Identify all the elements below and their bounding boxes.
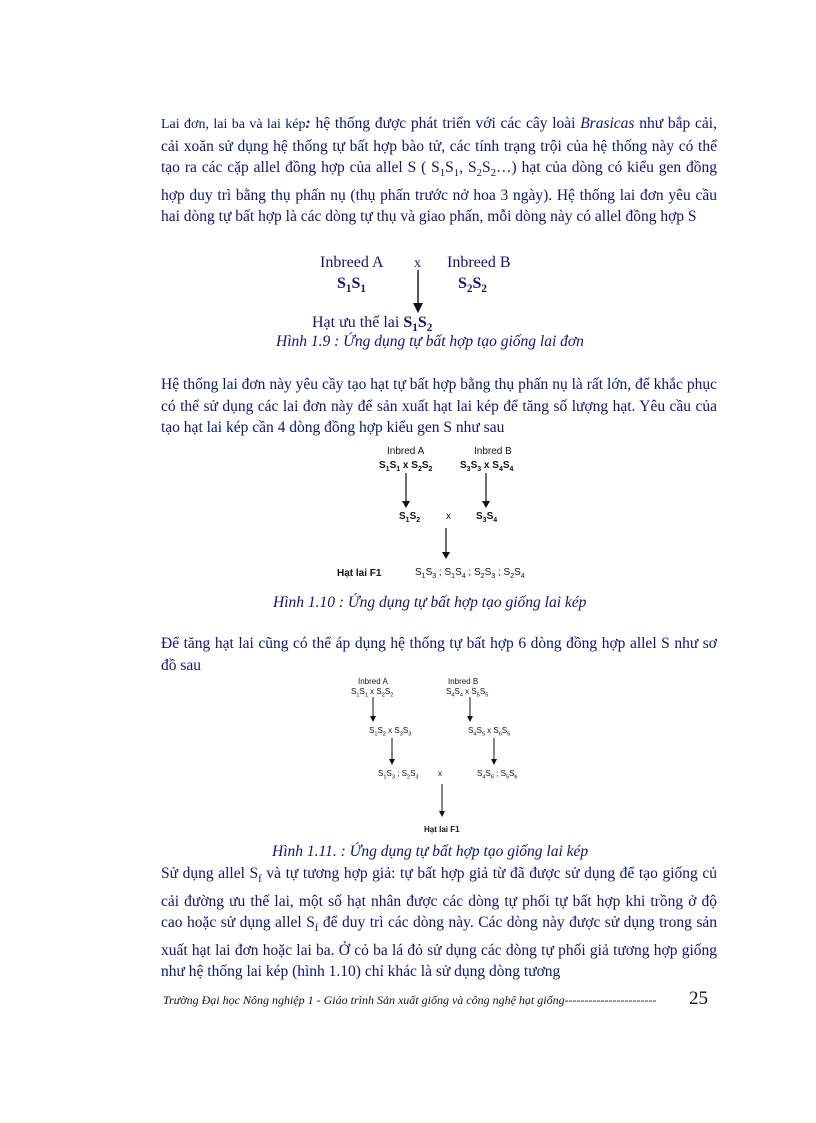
cross-a2: $S_1S_2$ x $S_3S_3$ xyxy=(369,726,412,738)
single-cross-a: $S_1S_2$ xyxy=(399,511,421,524)
figure-1-10 xyxy=(329,440,547,590)
f1-label: Hạt lai F1 xyxy=(337,568,382,579)
inbred-b-label: Inbred B xyxy=(474,446,512,457)
intro-paragraph: Lai đơn, lai ba và lai kép: hệ thống được phát triển với các cây loài Brasicas như bắp cải, cải xoăn sử dụng hệ thống tự bất hợp bào tử, các tính trạng trội của hệ thống này có thể tạo ra các cặp allel đồng hợp của allel S ( $S_1S_1$, $S_2S_2\dots$) hạt của dòng có kiểu gen đồng hợp duy trì bằng thụ phấn nụ (thụ phấn trước nở hoa 3 ngày). Hệ thống lai đơn yêu cầu hai dòng tự bất hợp là các dòng tự thụ và giao phấn, mỗi dòng này có allel đồng hợp S xyxy=(161,115,717,226)
cross-b: $S_3S_3$ x $S_4S_4$ xyxy=(460,460,514,473)
cross-symbol: x xyxy=(438,769,442,778)
three-way-b: $S_4S_6$ ; $S_5S_6$ xyxy=(477,769,518,781)
inbred-b-label: Inbred B xyxy=(448,677,479,686)
three-way-a: $S_1S_3$ ; $S_2S_3$ xyxy=(378,769,419,781)
paragraph-double-cross: Hệ thống lai đơn này yêu cầy tạo hạt tự bất hợp bằng thụ phấn nụ là rất lớn, để khắc phục có thể sử dụng các lai đơn này để sản xuất hạt lai kép để tăng số lượng hạt. Yêu cầu của tạo hạt lai kép cần 4 dòng đồng hợp kiểu gen S như sau xyxy=(161,376,717,436)
inbreed-b-label: Inbreed B xyxy=(447,254,511,271)
page-footer: Trường Đại học Nông nghiệp 1 - Giáo trình Sản xuất giống và công nghệ hạt giống----------------------- xyxy=(163,993,657,1007)
f1-genotypes: $S_1S_3$ ; $S_1S_4$ ; $S_2S_3$ ; $S_2S_4$ xyxy=(415,567,525,580)
inbred-a-label: Inbred A xyxy=(358,677,388,686)
page-number: 25 xyxy=(689,988,708,1009)
lead-term: Lai đơn, lai ba và lai kép xyxy=(161,117,306,132)
paragraph-sf-allele: Sử dụng allel $S_f$ và tự tương hợp giả: tự bất hợp giả từ đã được sử dụng để tạo giống củ cải đường ưu thế lai, một số hạt nhân được các dòng tự phối tự bất hợp khi trồng ở độ cao hoặc sử dụng allel $S_f$ để duy trì các dòng này. Các dòng này được sử dụng trong sản xuất hạt lai đơn hoặc lai ba. Ở cỏ ba lá đỏ sử dụng các dòng tự phối giả tương hợp giống như hệ thống lai kép (hình 1.10) chỉ khác là sử dụng dòng tương xyxy=(161,865,717,981)
paragraph-six-lines: Để tăng hạt lai cũng có thể áp dụng hệ thống tự bất hợp 6 dòng đồng hợp allel S như sơ đồ sau xyxy=(161,635,717,674)
caption-1-11: Hình 1.11. : Ứng dụng tự bất hợp tạo giống lai kép xyxy=(272,843,589,860)
cross-symbol: x xyxy=(446,511,451,522)
cross-b: $S_4S_4$ x $S_5S_5$ xyxy=(446,687,489,699)
genotype-s1s1: $S_1S_1$ xyxy=(337,275,366,296)
cross-b2: $S_4S_5$ x $S_6S_6$ xyxy=(468,726,511,738)
caption-1-9: Hình 1.9 : Ứng dụng tự bất hợp tạo giống lai đơn xyxy=(276,333,584,350)
single-cross-b: $S_3S_4$ xyxy=(476,511,498,524)
cross-a: $S_1S_1$ x $S_2S_2$ xyxy=(351,687,394,699)
hybrid-seed-label: Hạt ưu thế lai $S_1S_2$ xyxy=(312,314,433,335)
inbred-a-label: Inbred A xyxy=(387,446,425,457)
fig111-arrows xyxy=(344,674,532,842)
genotype-s2s2: $S_2S_2$ xyxy=(458,275,487,296)
cross-a: $S_1S_1$ x $S_2S_2$ xyxy=(379,460,433,473)
brassica-term: Brasicas xyxy=(580,115,635,132)
inbreed-a-label: Inbreed A xyxy=(320,254,384,271)
cross-symbol: x xyxy=(414,256,421,271)
caption-1-10: Hình 1.10 : Ứng dụng tự bất hợp tạo giống lai kép xyxy=(273,594,587,611)
figure-1-11 xyxy=(344,674,532,842)
f1-label: Hạt lai F1 xyxy=(424,825,460,834)
